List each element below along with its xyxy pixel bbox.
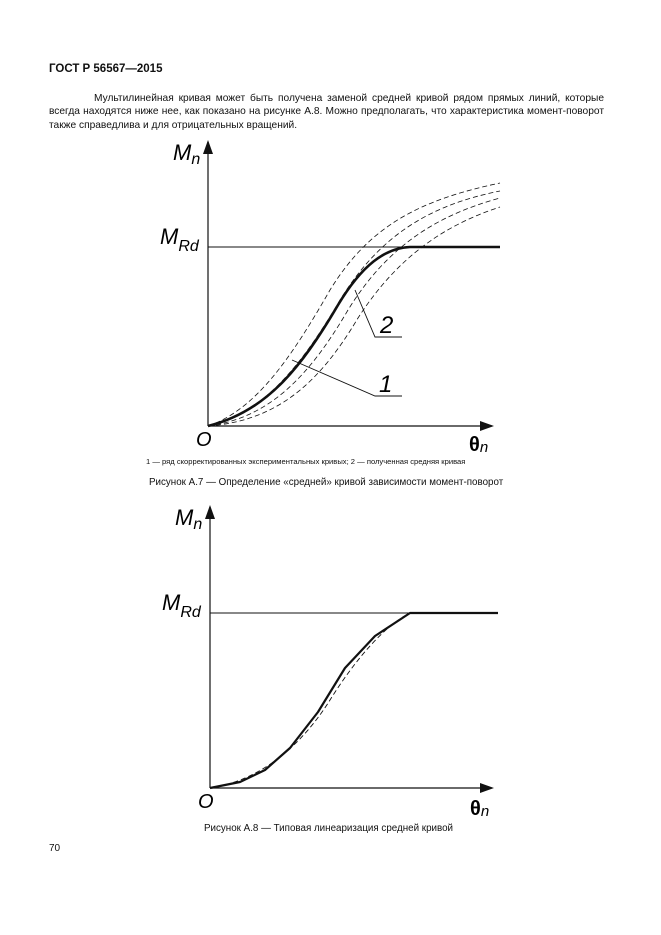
y-axis-label: Mn — [173, 140, 201, 168]
x-axis-label: θn — [469, 434, 489, 456]
callout-1-label: 1 — [379, 371, 393, 398]
document-header: ГОСТ Р 56567—2015 — [49, 63, 163, 75]
y-axis-label: Mn — [175, 505, 203, 533]
callout-2-label: 2 — [380, 312, 394, 339]
experimental-curves — [208, 183, 500, 426]
yield-label: $M_{Rd}$ — [162, 590, 201, 621]
figure-a7 — [0, 130, 661, 460]
callout-2-leader — [355, 290, 402, 337]
figure-a7-caption: Рисунок А.7 — Определение «средней» кривой зависимости момент-поворот — [149, 477, 504, 488]
experimental-curve — [208, 183, 500, 426]
experimental-curve — [208, 198, 500, 426]
figure-a8 — [0, 500, 661, 820]
body-paragraph: Мультилинейная кривая может быть получена заменой средней кривой рядом прямых линий, которые всегда находятся ниже нее, как показано на рисунке А.8. Можно предполагать, что характеристика момент-поворот также справедлива и для отрицательных вращений. — [49, 93, 604, 131]
origin-label: O — [196, 429, 212, 451]
origin-label: O — [198, 791, 214, 813]
multilinear-curve — [210, 613, 498, 788]
figure-a7-note: 1 — ряд скорректированных экспериментальных кривых; 2 — полученная средняя кривая — [146, 457, 466, 466]
experimental-curve — [208, 207, 500, 426]
figure-a8-caption: Рисунок А.8 — Типовая линеаризация средней кривой — [204, 823, 454, 834]
experimental-curve — [208, 191, 500, 426]
page-number: 70 — [49, 843, 61, 854]
x-axis-label: θn — [470, 798, 490, 820]
yield-label: $M_{Rd}$ — [160, 224, 199, 255]
mean-curve — [210, 613, 410, 788]
